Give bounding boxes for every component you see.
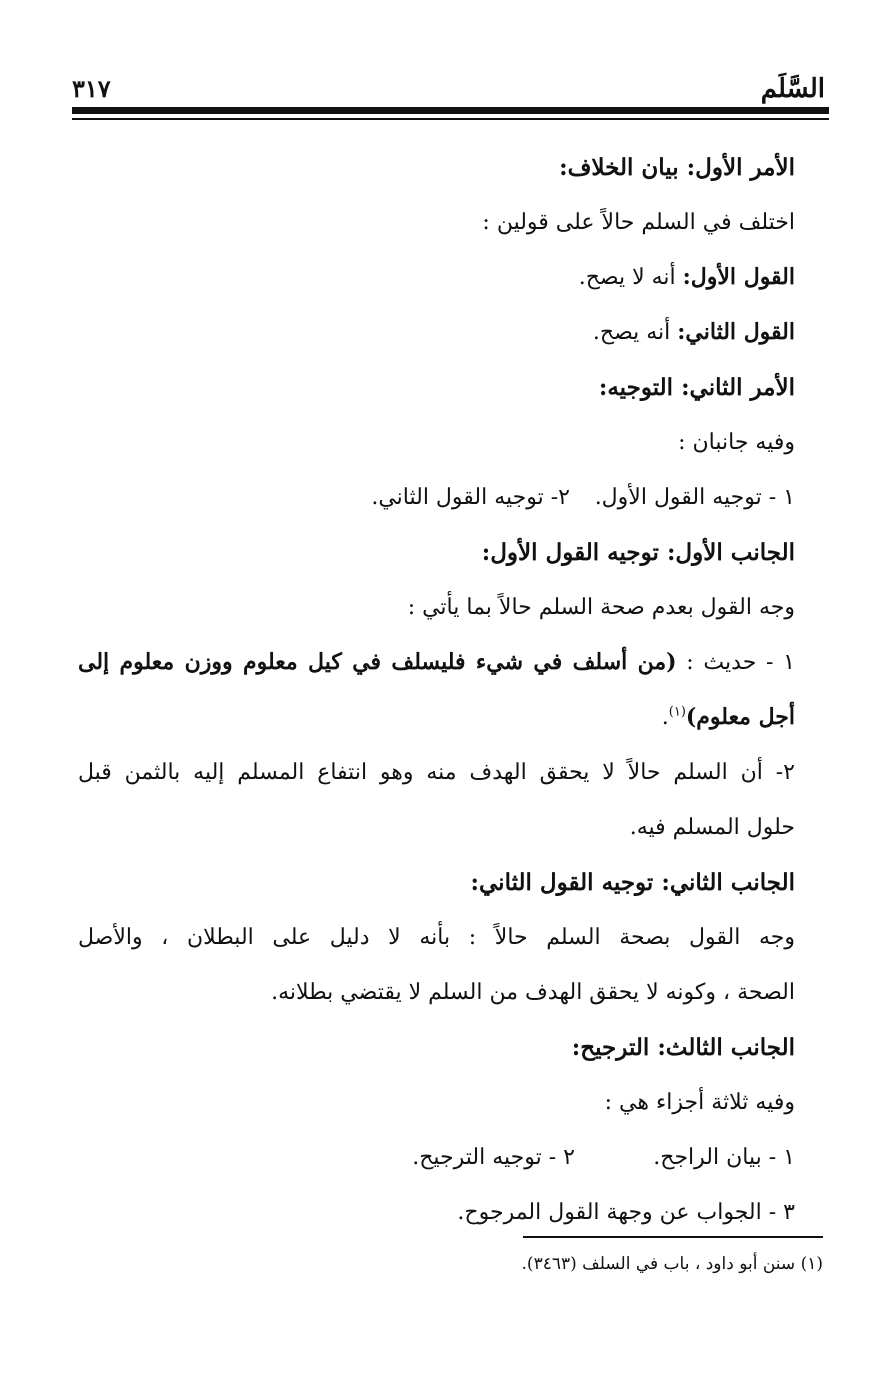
opinion-one <box>78 250 795 305</box>
argument-two-line-1: ٢- أن السلم حالاً لا يحقق الهدف منه وهو انتفاع المسلم إليه بالثمن قبل <box>78 760 795 785</box>
footnote-reference: (١) <box>668 704 686 720</box>
paragraph-two-aspects: وفيه جانبان : <box>678 430 795 455</box>
heading-first-aspect: الجانب الأول: توجيه القول الأول: <box>481 539 795 566</box>
heading-third-aspect: الجانب الثالث: الترجيح: <box>571 1034 795 1061</box>
opinion-one-text: أنه لا يصح. <box>578 265 683 290</box>
footnote-separator <box>523 1236 823 1238</box>
paragraph-first-argument: وجه القول بعدم صحة السلم حالاً بما يأتي : <box>407 595 795 620</box>
page-body <box>78 140 795 1240</box>
hadith-prefix: ١ - حديث : <box>676 650 795 675</box>
paragraph-three-parts: وفيه ثلاثة أجزاء هي : <box>604 1090 795 1115</box>
list-item: ١ - بيان الراجح. <box>653 1145 795 1170</box>
opinion-one-label: القول الأول: <box>682 264 795 290</box>
running-header-title: السَّلَم <box>760 74 825 104</box>
second-argument-line-2: الصحة ، وكونه لا يحقق الهدف من السلم لا يقتضي بطلانه. <box>271 980 795 1005</box>
parts-list <box>78 1130 795 1185</box>
hadith-end: . <box>661 705 669 730</box>
hadith-line-1 <box>78 635 795 690</box>
hadith-text-1: (من أسلف في شيء فليسلف في كيل معلوم ووزن معلوم إلى <box>78 649 677 675</box>
hadith-line-2 <box>78 690 795 745</box>
paragraph-disagreement: اختلف في السلم حالاً على قولين : <box>482 210 795 235</box>
hadith-text-2: أجل معلوم) <box>685 704 795 730</box>
opinion-two-text: أنه يصح. <box>592 320 678 345</box>
heading-second-aspect: الجانب الثاني: توجيه القول الثاني: <box>470 869 795 896</box>
list-item: ١ - توجيه القول الأول. <box>594 485 795 510</box>
opinion-two <box>78 305 795 360</box>
header-rule-thin <box>72 118 829 120</box>
heading-first-matter: الأمر الأول: بيان الخلاف: <box>559 154 795 181</box>
argument-two-line-2: حلول المسلم فيه. <box>629 815 795 840</box>
list-item: ٣ - الجواب عن وجهة القول المرجوح. <box>457 1200 795 1225</box>
opinion-two-label: القول الثاني: <box>677 319 795 345</box>
second-argument-line-1: وجه القول بصحة السلم حالاً : بأنه لا دليل على البطلان ، والأصل <box>78 925 795 950</box>
list-item: ٢- توجيه القول الثاني. <box>371 485 570 510</box>
page-number: ٣١٧ <box>72 74 111 103</box>
header-rule-thick <box>72 107 829 114</box>
list-item: ٢ - توجيه الترجيح. <box>412 1145 575 1170</box>
heading-second-matter: الأمر الثاني: التوجيه: <box>598 374 795 401</box>
aspects-list <box>78 470 795 525</box>
footnote: (١) سنن أبو داود ، باب في السلف (٣٤٦٣). <box>521 1254 823 1274</box>
